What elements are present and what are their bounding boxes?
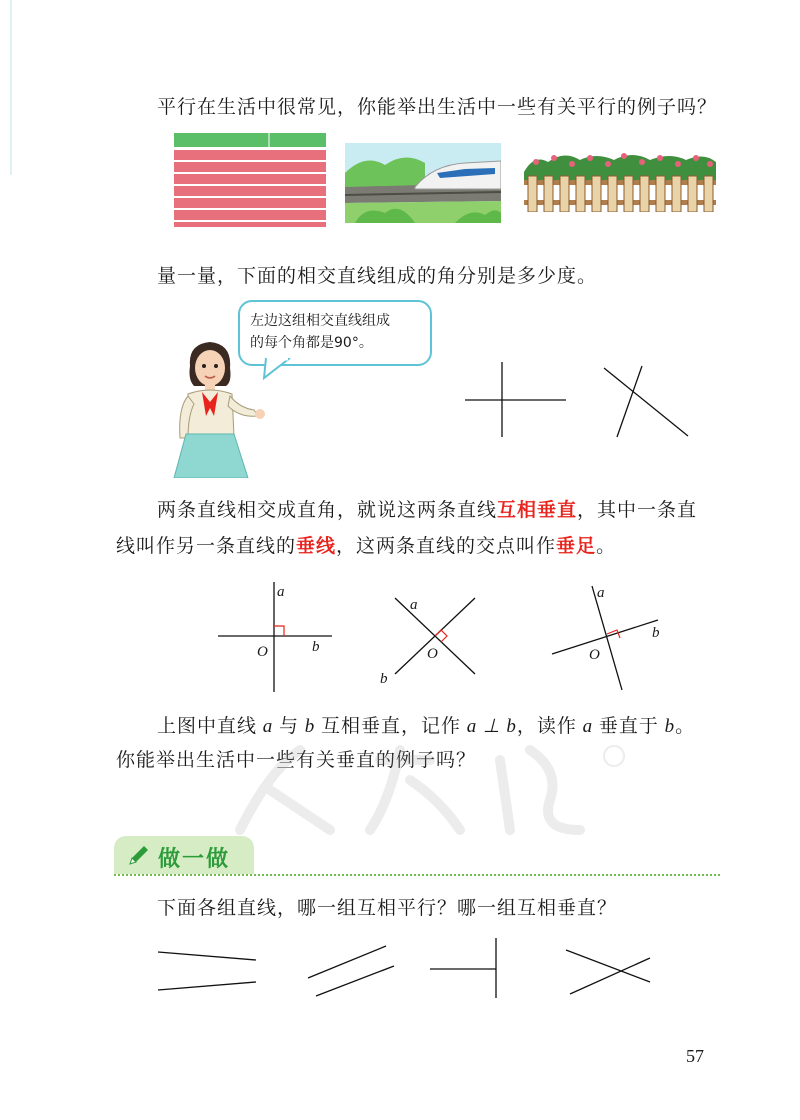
paragraph-measure-angles: 量一量，下面的相交直线组成的角分别是多少度。 bbox=[157, 265, 598, 287]
fig1-label-O: O bbox=[257, 644, 269, 660]
fig2-label-b: b bbox=[380, 671, 389, 687]
girl-illustration bbox=[168, 338, 272, 478]
publisher-watermark bbox=[210, 730, 630, 850]
running-track-image bbox=[174, 133, 326, 227]
section-title: 做一做 bbox=[158, 847, 231, 872]
page-number: 57 bbox=[686, 1046, 704, 1066]
exercise-pair-1 bbox=[158, 952, 256, 990]
fig3-label-a: a bbox=[597, 585, 606, 601]
train-image bbox=[345, 143, 501, 223]
fig3-label-b: b bbox=[652, 625, 661, 641]
paragraph-parallel-intro: 平行在生活中很常见，你能举出生活中一些有关平行的例子吗？ bbox=[157, 96, 718, 118]
bubble-line-2: 的每个角都是90°。 bbox=[250, 335, 373, 351]
definition-line-1: 两条直线相交成直角，就说这两条直线互相垂直，其中一条直 bbox=[157, 499, 698, 521]
term-mutually-perpendicular: 互相垂直 bbox=[497, 499, 578, 521]
exercise-pair-4 bbox=[566, 950, 650, 994]
notation-sentence: 上图中直线 a 与 b 互相垂直，记作 a ⊥ b，读作 a 垂直于 b。 bbox=[157, 715, 696, 737]
section-divider bbox=[114, 874, 720, 876]
exercise-pair-2 bbox=[308, 946, 394, 996]
pencil-icon bbox=[126, 844, 152, 868]
exercise-question: 下面各组直线，哪一组互相平行？哪一组互相垂直？ bbox=[157, 897, 618, 919]
intersecting-lines-figure bbox=[460, 362, 700, 444]
perpendicular-notation: a ⊥ b bbox=[466, 716, 517, 737]
fig1-label-a: a bbox=[277, 584, 286, 600]
definition-line-2: 线叫作另一条直线的垂线，这两条直线的交点叫作垂足。 bbox=[116, 535, 617, 557]
margin-rule bbox=[10, 0, 12, 175]
term-foot-of-perpendicular: 垂足 bbox=[556, 535, 597, 557]
fence-flowers-image bbox=[524, 150, 716, 212]
paragraph-perpendicular-examples: 你能举出生活中一些有关垂直的例子吗？ bbox=[116, 749, 477, 771]
bubble-line-1: 左边这组相交直线组成 bbox=[250, 313, 390, 329]
fig3-label-O: O bbox=[589, 647, 601, 663]
exercise-pair-3 bbox=[430, 938, 496, 998]
exercise-line-pairs bbox=[150, 938, 670, 1002]
fig2-label-O: O bbox=[427, 646, 439, 662]
fig2-label-a: a bbox=[410, 597, 419, 613]
fig1-label-b: b bbox=[312, 639, 321, 655]
term-perpendicular-line: 垂线 bbox=[296, 535, 337, 557]
